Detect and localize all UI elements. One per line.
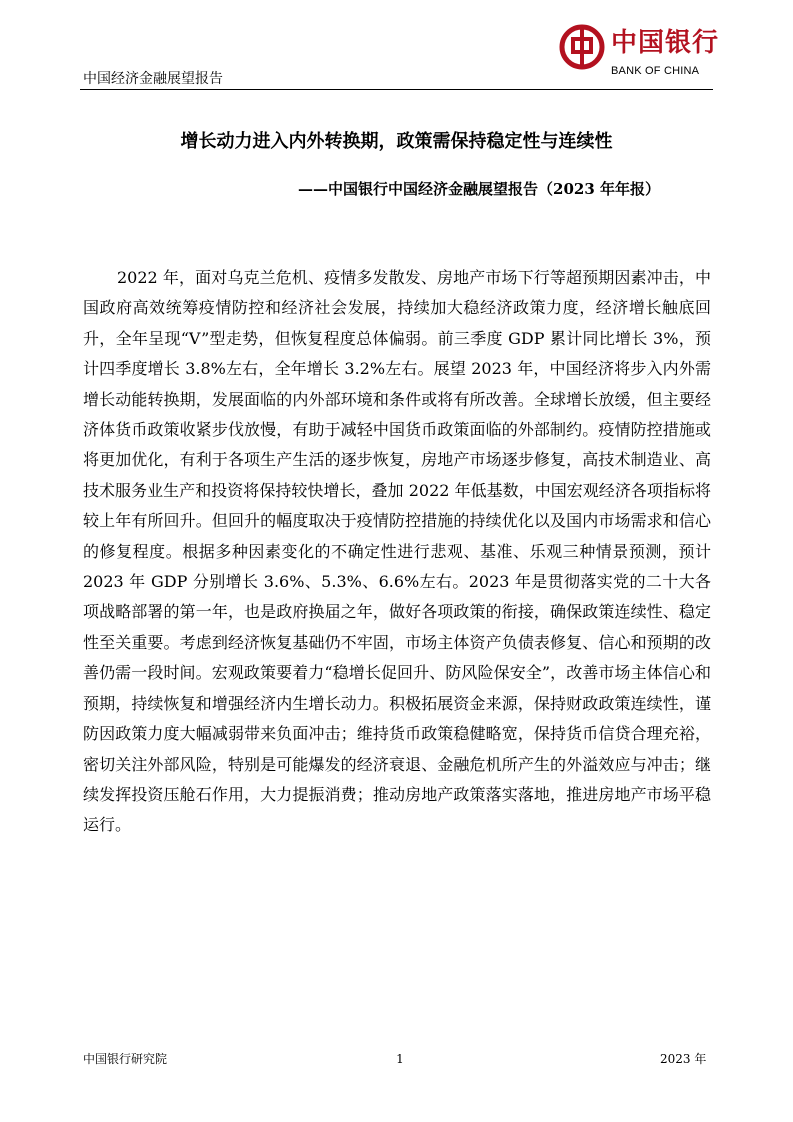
footer-year: 2023 年 [660,1052,707,1066]
bank-name-english: BANK OF CHINA [611,65,700,77]
bank-name-chinese: 中国银行 [611,28,720,58]
page-number: 1 [396,1052,404,1066]
bank-of-china-emblem-icon [559,24,605,70]
bank-logo [559,24,719,84]
body-paragraph: 2022 年，面对乌克兰危机、疫情多发散发、房地产市场下行等超预期因素冲击，中国政府高效统筹疫情防控和经济社会发展，持续加大稳经济政策力度，经济增长触底回升，全年呈现“V”型走势，但恢复程度总体偏弱。前三季度 GDP 累计同比增长 3%，预计四季度增长 3.8%左右，全年增长 3.2%左右。展望 2023 年，中国经济将步入内外需增长动能转换期，发展面临的内外部环境和条件或将有所改善。全球增长放缓，但主要经济体货币政策收紧步伐放慢，有助于减轻中国货币政策面临的外部制约。疫情防控措施或将更加优化，有利于各项生产生活的逐步恢复，房地产市场逐步修复，高技术制造业、高技术服务业生产和投资将保持较快增长，叠加 2022 年低基数，中国宏观经济各项指标将较上年有所回升。但回升的幅度取决于疫情防控措施的持续优化以及国内市场需求和信心的修复程度。根据多种因素变化的不确定性进行悲观、基准、乐观三种情景预测，预计 2023 年 GDP 分别增长 3.6%、5.3%、6.6%左右。2023 年是贯彻落实党的二十大各项战略部署的第一年，也是政府换届之年，做好各项政策的衔接，确保政策连续性、稳定性至关重要。考虑到经济恢复基础仍不牢固，市场主体资产负债表修复、信心和预期的改善仍需一段时间。宏观政策要着力“稳增长促回升、防风险保安全”，改善市场主体信心和预期，持续恢复和增强经济内生增长动力。积极拓展资金来源，保持财政政策连续性，谨防因政策力度大幅减弱带来负面冲击；维持货币政策稳健略宽，保持货币信贷合理充裕，密切关注外部风险，特别是可能爆发的经济衰退、金融危机所产生的外溢效应与冲击；继续发挥投资压舱石作用，大力提振消费；推动房地产政策落实落地，推进房地产市场平稳运行。 [83,268,711,835]
document-title: 增长动力进入内外转换期，政策需保持稳定性与连续性 [180,131,613,152]
report-header-label: 中国经济金融展望报告 [83,71,223,87]
header-divider [80,89,713,90]
footer-institution: 中国银行研究院 [83,1052,168,1066]
document-subtitle: ——中国银行中国经济金融展望报告（2023 年年报） [298,180,660,198]
